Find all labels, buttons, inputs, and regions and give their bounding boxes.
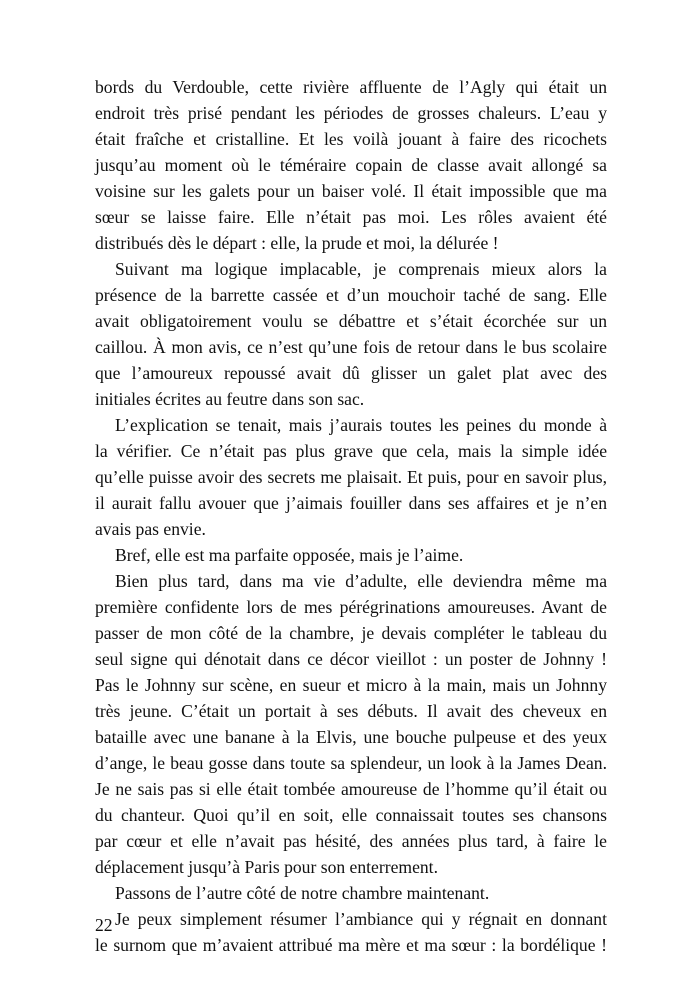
text-line: bords du Verdouble, cette rivière affluente de l’Agly qui était un [95, 77, 607, 97]
text-line: avait obligatoirement voulu se débattre et s’était écorchée sur un [95, 311, 607, 331]
text-line: il aurait fallu avouer que j’aimais fouiller dans ses affaires et je n’en [95, 493, 607, 513]
text-line: endroit très prisé pendant les périodes de grosses chaleurs. L’eau y [95, 103, 607, 123]
text-line: voisine sur les galets pour un baiser volé. Il était impossible que ma [95, 181, 607, 201]
text-line: le surnom que m’avaient attribué ma mère et ma sœur : la bordélique ! [95, 935, 607, 955]
text-line: était fraîche et cristalline. Et les voilà jouant à faire des ricochets [95, 129, 607, 149]
text-line: caillou. À mon avis, ce n’est qu’une fois de retour dans le bus scolaire [95, 337, 607, 357]
text-line: du chanteur. Quoi qu’il en soit, elle connaissait toutes ses chansons [95, 805, 607, 825]
text-line: seul signe qui dénotait dans ce décor vieillot : un poster de Johnny ! [95, 649, 607, 669]
text-line: Bref, elle est ma parfaite opposée, mais je l’aime. [115, 545, 464, 565]
text-line: la vérifier. Ce n’était pas plus grave que cela, mais la simple idée [95, 441, 607, 461]
text-line: bataille avec une banane à la Elvis, une bouche pulpeuse et des yeux [95, 727, 607, 747]
text-line: Je ne sais pas si elle était tombée amoureuse de l’homme qu’il était ou [95, 779, 607, 799]
text-line: Pas le Johnny sur scène, en sueur et micro à la main, mais un Johnny [95, 675, 607, 695]
page-number: 22 [95, 915, 113, 935]
text-line: passer de mon côté de la chambre, je devais compléter le tableau du [95, 623, 607, 643]
text-line: qu’elle puisse avoir des secrets me plaisait. Et puis, pour en savoir plus, [95, 467, 607, 487]
text-line: distribués dès le départ : elle, la prude et moi, la délurée ! [95, 233, 499, 253]
text-line: Suivant ma logique implacable, je comprenais mieux alors la [115, 259, 607, 279]
text-line: présence de la barrette cassée et d’un mouchoir taché de sang. Elle [95, 285, 607, 305]
text-line: Bien plus tard, dans ma vie d’adulte, elle deviendra même ma [115, 571, 607, 591]
text-line: par cœur et elle n’avait pas hésité, des années plus tard, à faire le [95, 831, 607, 851]
text-line: initiales écrites au feutre dans son sac. [95, 389, 365, 409]
text-line: Passons de l’autre côté de notre chambre maintenant. [115, 883, 490, 903]
text-line: L’explication se tenait, mais j’aurais toutes les peines du monde à [115, 415, 607, 435]
text-line: jusqu’au moment où le téméraire copain de classe avait allongé sa [95, 155, 607, 175]
text-line: Je peux simplement résumer l’ambiance qui y régnait en donnant [115, 909, 607, 929]
text-line: que l’amoureux repoussé avait dû glisser un galet plat avec des [95, 363, 607, 383]
text-line: première confidente lors de mes pérégrinations amoureuses. Avant de [95, 597, 607, 617]
page-body-text [95, 74, 607, 958]
text-line: sœur se laisse faire. Elle n’était pas moi. Les rôles avaient été [95, 207, 607, 227]
text-line: d’ange, le beau gosse dans toute sa splendeur, un look à la James Dean. [95, 753, 607, 773]
text-line: avais pas envie. [95, 519, 206, 539]
text-line: très jeune. C’était un portait à ses débuts. Il avait des cheveux en [95, 701, 607, 721]
text-line: déplacement jusqu’à Paris pour son enterrement. [95, 857, 438, 877]
